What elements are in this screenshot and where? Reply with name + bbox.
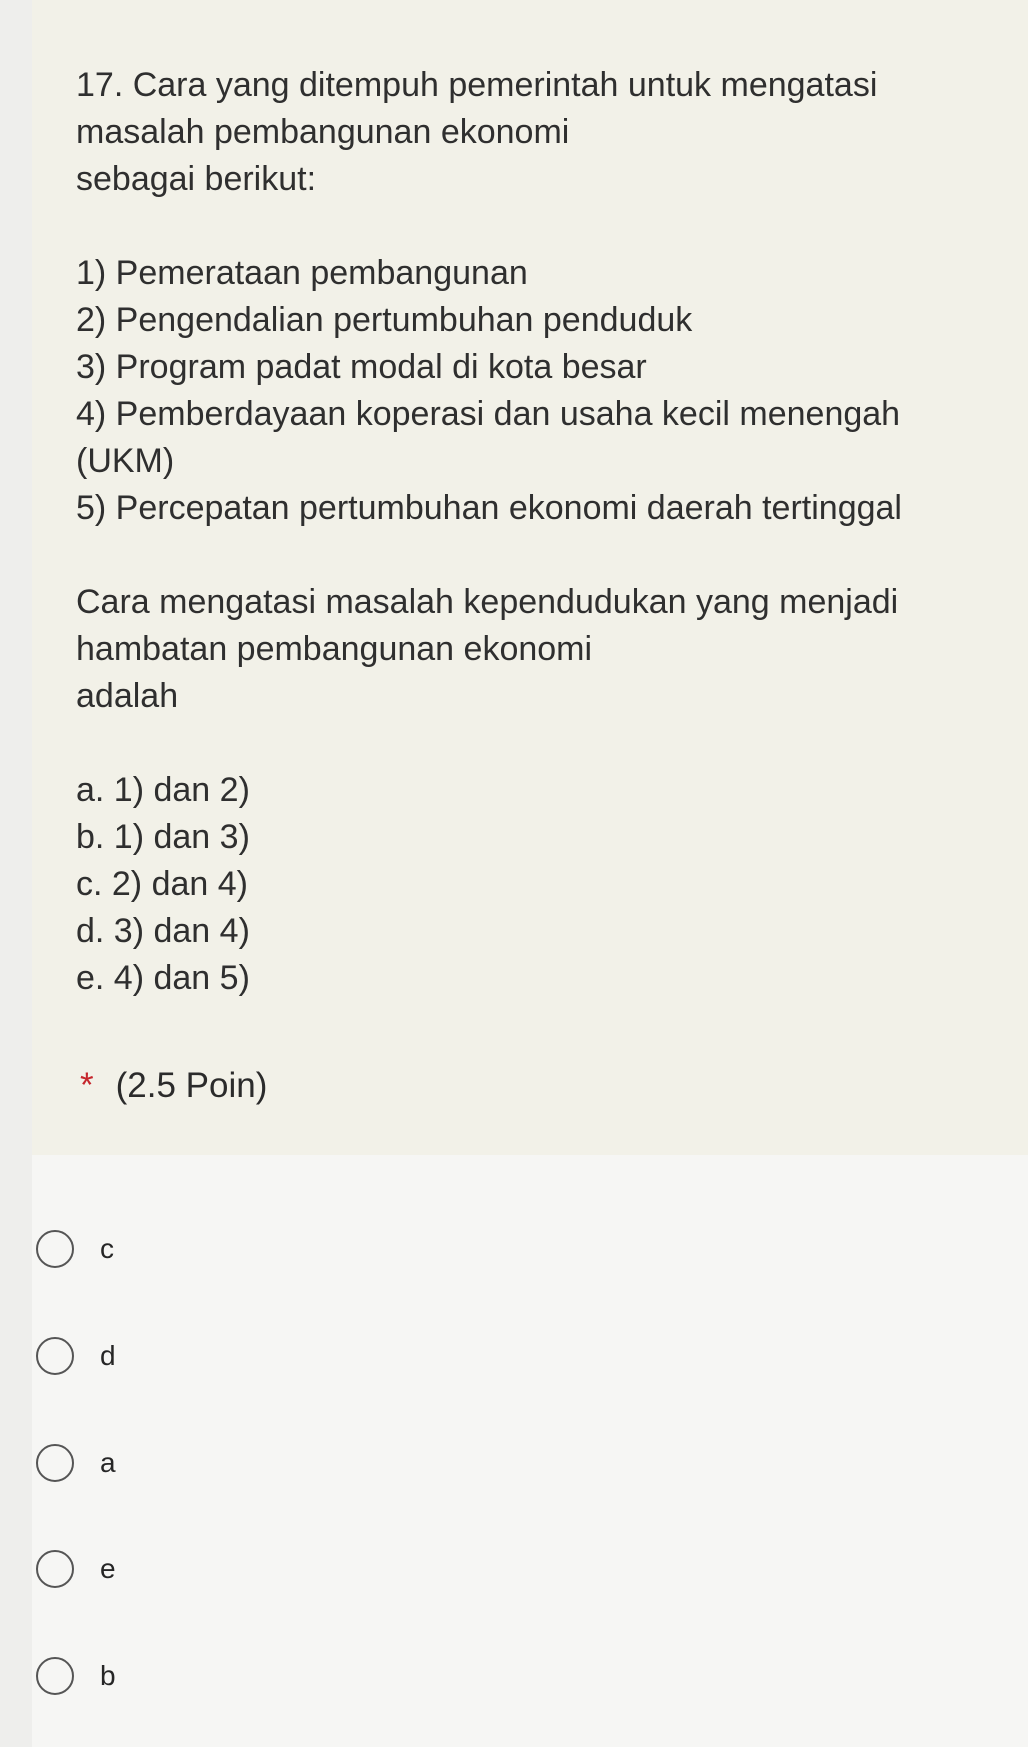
answer-choice-b[interactable] [36,1646,116,1706]
points-label: (2.5 Poin) [115,1066,268,1105]
statement-1: 1) Pemerataan pembangunan [76,254,528,292]
radio-button[interactable] [36,1444,74,1482]
option-d-text: d. 3) dan 4) [76,912,250,950]
radio-button[interactable] [36,1657,74,1695]
radio-button[interactable] [36,1337,74,1375]
option-e-text: e. 4) dan 5) [76,959,250,997]
answer-choice-e[interactable] [36,1539,116,1599]
question-card [32,0,1028,1155]
question-prompt-line: adalah [76,677,179,715]
question-prompt-line: Cara mengatasi masalah kependudukan yang menjadi [76,583,899,621]
question-title-line: 17. Cara yang ditempuh pemerintah untuk mengatasi [76,66,878,104]
radio-button[interactable] [36,1550,74,1588]
question-intro-line: masalah pembangunan ekonomi [76,113,570,151]
statement-3: 3) Program padat modal di kota besar [76,348,647,386]
question-intro-line: sebagai berikut: [76,160,317,198]
question-prompt-line: hambatan pembangunan ekonomi [76,630,593,668]
required-marker: * [80,1066,94,1105]
option-b-text: b. 1) dan 3) [76,818,250,856]
statement-5: 5) Percepatan pertumbuhan ekonomi daerah tertinggal [76,489,902,527]
left-margin-strip [0,0,32,1747]
answer-choice-label: d [100,1340,116,1371]
option-c-text: c. 2) dan 4) [76,865,248,903]
answer-choice-label: e [100,1553,116,1584]
points-row [80,1062,267,1109]
answer-choice-label: a [100,1447,116,1478]
answer-choice-label: b [100,1660,116,1691]
statement-4: 4) Pemberdayaan koperasi dan usaha kecil menengah [76,395,901,433]
statement-2: 2) Pengendalian pertumbuhan penduduk [76,301,693,339]
question-text [76,62,1016,1002]
answer-choice-d[interactable] [36,1326,116,1386]
answer-choice-a[interactable] [36,1433,116,1493]
answer-choice-label: c [100,1233,114,1264]
option-a-text: a. 1) dan 2) [76,771,250,809]
statement-4-continued: (UKM) [76,442,175,480]
answer-choice-c[interactable] [36,1219,114,1279]
radio-button[interactable] [36,1230,74,1268]
